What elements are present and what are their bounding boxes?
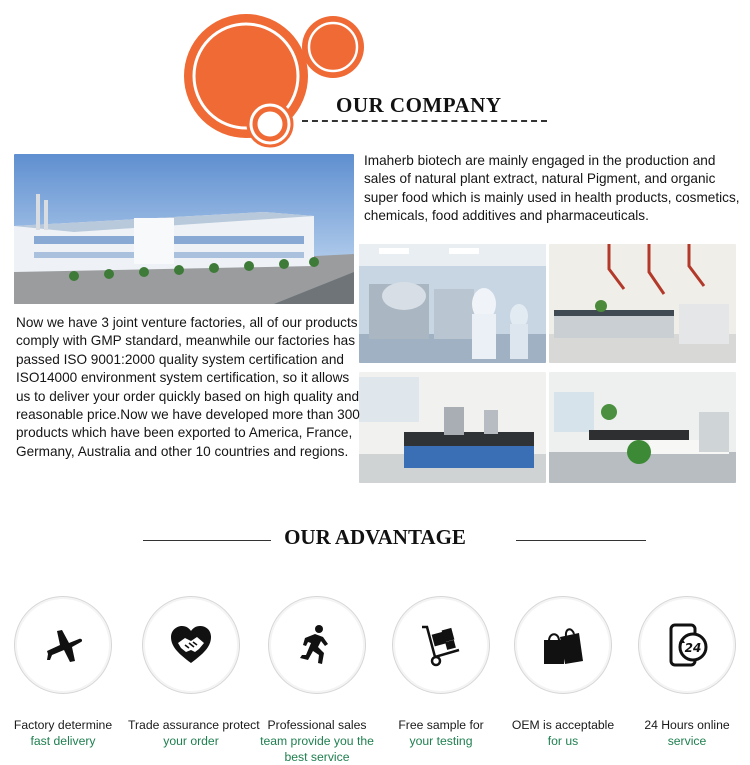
shopping-bags-icon	[541, 623, 585, 667]
advantage-label: Professional sales team provide you the best service	[260, 718, 374, 764]
svg-text:24: 24	[684, 641, 702, 655]
advantage-divider-right	[516, 540, 646, 541]
advantage-icon-circle	[638, 596, 736, 694]
advantage-icon-circle	[14, 596, 112, 694]
factory-photo	[14, 154, 354, 304]
advantage-item-24h-service	[624, 596, 750, 749]
advantage-label: OEM is acceptable for us	[511, 718, 615, 748]
running-man-icon	[295, 623, 339, 667]
lab-bench-photo	[359, 372, 546, 483]
advantage-label: Free sample for your testing	[398, 718, 484, 748]
laboratory-photo	[549, 244, 736, 363]
office-photo	[549, 372, 736, 483]
company-section-title: OUR COMPANY	[336, 93, 502, 117]
advantage-label: 24 Hours online service	[644, 718, 730, 748]
hand-truck-icon	[419, 623, 463, 667]
advantage-item-oem	[500, 596, 626, 749]
advantage-section-title: OUR ADVANTAGE	[284, 525, 466, 549]
airplane-icon	[41, 623, 85, 667]
company-detail-text: Now we have 3 joint venture factories, all of our products comply with GMP standard, meanwhile our factories has passed ISO 9001:2000 quality system certification and ISO14000 environment system certification, so it allows us to deliver your order quickly based on high quality and reasonable price.Now we have developed more than 300 products which have been exported to America, France, Germany, Australia and other 10 countries and regions.	[16, 315, 360, 459]
company-intro-text: Imaherb biotech are mainly engaged in the production and sales of natural plant extract, natural Pigment, and organic super food which is mainly used in health products, cosmetics, chemicals, food additives and pharmaceuticals.	[364, 153, 740, 224]
advantage-item-trade-assurance	[128, 596, 260, 749]
advantage-icon-circle	[268, 596, 366, 694]
advantage-icon-circle	[514, 596, 612, 694]
handshake-heart-icon	[169, 623, 213, 667]
decorative-circles-logo	[178, 6, 378, 151]
advantage-icon-circle	[142, 596, 240, 694]
title-dashed-underline	[302, 120, 547, 122]
advantage-label: Trade assurance protect your order	[128, 718, 260, 748]
phone-24h-icon	[665, 623, 709, 667]
advantage-item-professional-service	[254, 596, 380, 765]
advantage-item-free-sample	[378, 596, 504, 749]
advantage-label: Factory determine fast delivery	[13, 718, 113, 748]
advantage-icon-circle	[392, 596, 490, 694]
production-lab-photo	[359, 244, 546, 363]
advantage-item-fast-delivery	[0, 596, 126, 749]
